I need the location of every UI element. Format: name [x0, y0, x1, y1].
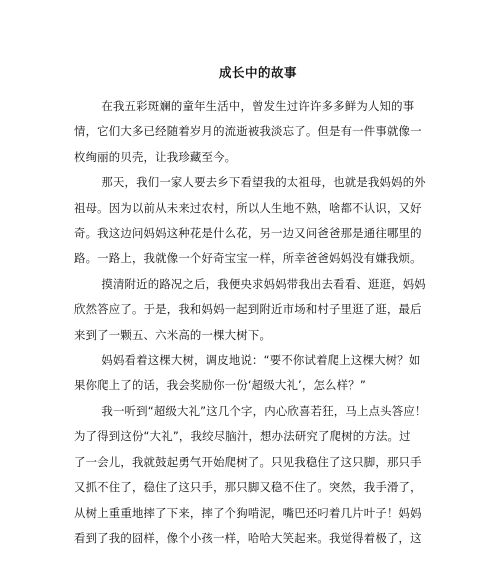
paragraph: [74, 272, 442, 348]
paragraph-line: 来到了一颗五、六米高的一棵大树下。: [74, 327, 272, 342]
paragraph-line: 路。一路上，我就像一个好奇宝宝一样，所幸爸爸妈妈没有嫌我烦。: [74, 251, 422, 266]
paragraph-line: 又抓不住了，稳住了这只手，那只脚又稳不住了。突然，我手滑了，: [74, 480, 422, 495]
paragraph-line: 我一听到“超级大礼”这几个字，内心欣喜若狂，马上点头答应！: [101, 403, 427, 418]
paragraph-line: 祖母。因为以前从未来过农村，所以人生地不熟，啥都不认识，又好: [74, 200, 422, 215]
paragraph-line: 情，它们大多已经随着岁月的流逝被我淡忘了。但是有一件事就像一: [74, 124, 422, 139]
paragraph: [74, 170, 442, 272]
paragraph: [74, 399, 442, 551]
paragraph-line: 奇。我这边问妈妈这种花是什么花，另一边又问爸爸那是通往哪里的: [74, 226, 422, 241]
paragraph-line: 为了得到这份“大礼”，我绞尽脑汁，想办法研究了爬树的方法。过: [74, 429, 411, 444]
paragraph-line: 在我五彩斑斓的童年生活中，曾发生过许许多多鲜为人知的事: [101, 99, 415, 113]
paragraph-line: 妈妈看着这棵大树，调皮地说：“要不你试着爬上这棵大树？如: [101, 353, 421, 368]
paragraph: [74, 348, 442, 399]
paragraph-line: 果你爬上了的话，我会奖励你一份‘超级大礼’，怎么样？”: [74, 378, 366, 393]
document-title: 成长中的故事: [218, 65, 297, 80]
paragraph: [74, 94, 442, 170]
paragraph-line: 枚绚丽的贝壳，让我珍藏至今。: [74, 149, 237, 164]
paragraph-line: 了一会儿，我就鼓起勇气开始爬树了。只见我稳住了这只脚，那只手: [74, 454, 422, 469]
paragraph-line: 摸清附近的路况之后，我便央求妈妈带我出去看看、逛逛，妈妈: [101, 276, 426, 291]
paragraph-line: 看到了我的囧样，像个小孩一样，哈哈大笑起来。我觉得着极了，这: [74, 530, 422, 545]
paragraph-line: 那天，我们一家人要去乡下看望我的太祖母，也就是我妈妈的外: [101, 175, 426, 190]
document-body: [74, 94, 442, 551]
paragraph-line: 从树上重重地摔了下来，摔了个狗啃泥，嘴巴还叼着几片叶子！妈妈: [74, 505, 422, 520]
paragraph-line: 欣然答应了。于是，我和妈妈一起到附近市场和村子里逛了逛，最后: [74, 302, 422, 317]
